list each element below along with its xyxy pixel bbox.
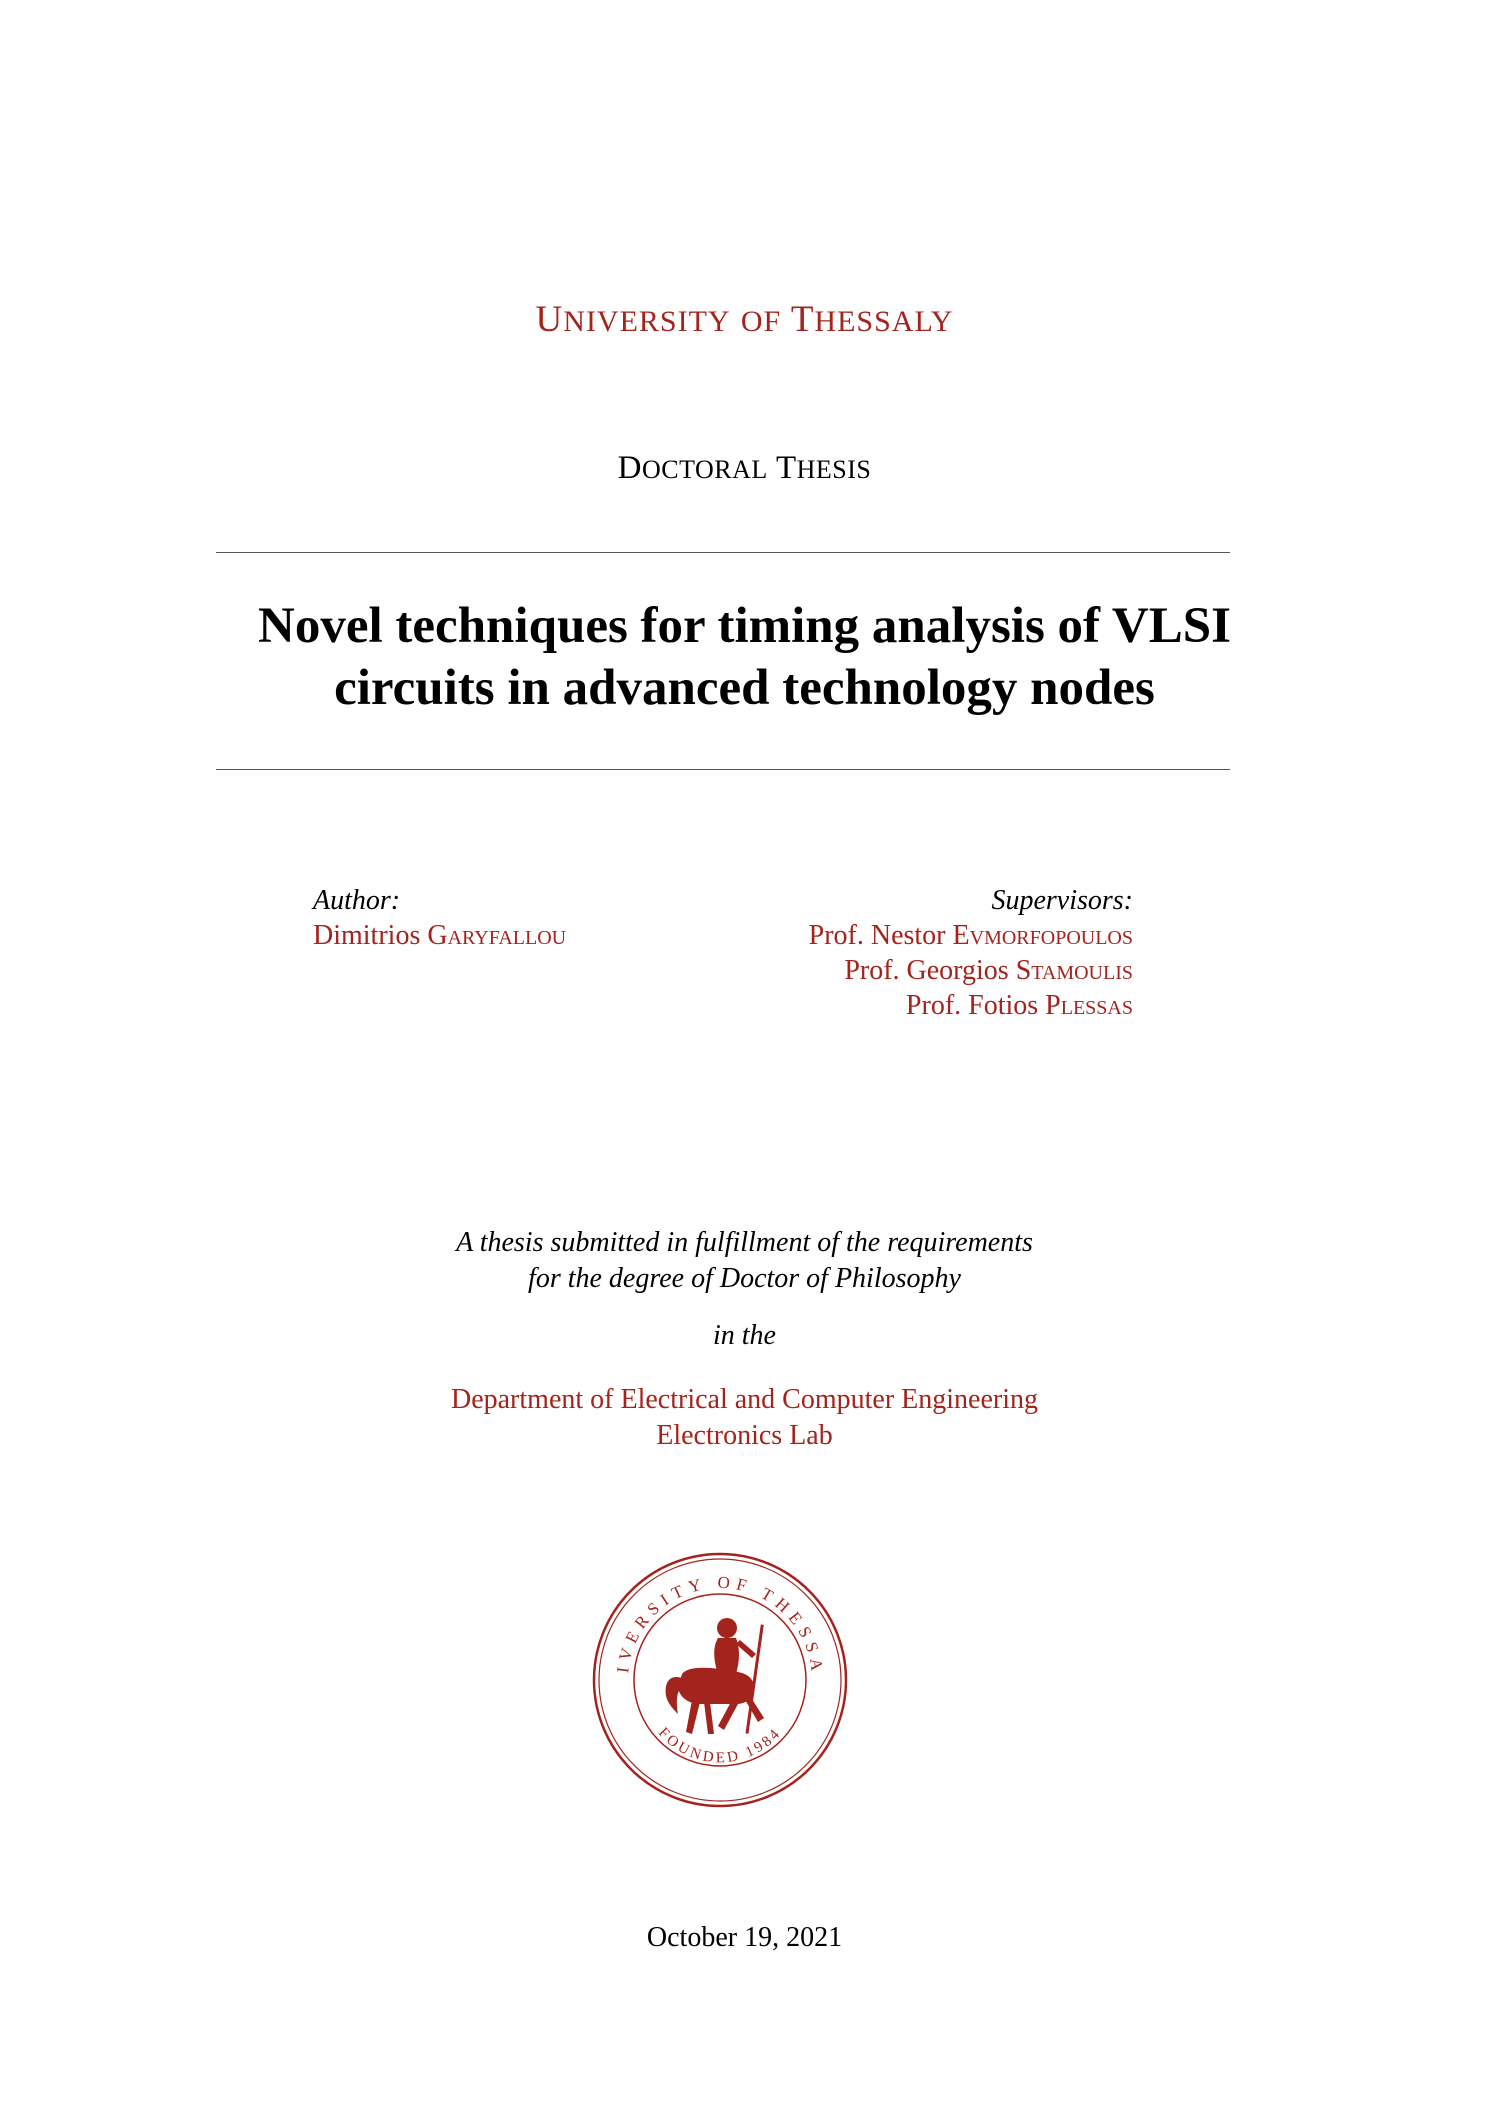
author-name: Dimitrios Garyfallou — [313, 920, 567, 951]
seal-icon — [590, 1550, 850, 1810]
lab-name: Electronics Lab — [656, 1420, 833, 1451]
top-rule — [216, 552, 1230, 553]
supervisor-1: Prof. Nestor Evmorfopoulos — [808, 920, 1133, 951]
seal-top-text: IVERSITY OF THESSA — [613, 1572, 828, 1678]
department — [0, 1382, 1489, 1454]
bottom-rule — [216, 769, 1230, 770]
submission-statement: A thesis submitted in fulfillment of the requirements for the degree of Doctor of Philosophy — [456, 1227, 1033, 1294]
thesis-type: DOCTORAL THESIS — [617, 450, 872, 486]
supervisor-2: Prof. Georgios Stamoulis — [844, 955, 1133, 986]
supervisors-block — [809, 883, 1133, 1023]
department-name: Department of Electrical and Computer Engineering — [450, 1384, 1038, 1415]
thesis-title — [0, 595, 1489, 719]
university-name: UNIVERSITY OF THESSALY — [535, 299, 954, 340]
author-block — [313, 883, 566, 953]
seal-bottom-text: FOUNDED 1984 — [655, 1724, 785, 1767]
title-line-1: Novel techniques for timing analysis of VLSI — [258, 598, 1231, 654]
university-seal — [590, 1550, 850, 1810]
svg-text:UNIVERSITY OF THESSALY — [590, 1550, 827, 1678]
supervisors-label: Supervisors: — [991, 885, 1133, 916]
title-line-2: circuits in advanced technology nodes — [334, 660, 1155, 716]
in-the-text: in the — [713, 1320, 776, 1351]
author-label: Author: — [313, 885, 401, 916]
centaur-icon — [666, 1618, 764, 1734]
svg-text:FOUNDED 1984 — [655, 1725, 785, 1767]
supervisor-3: Prof. Fotios Plessas — [905, 990, 1133, 1021]
submission-date: October 19, 2021 — [646, 1922, 843, 1953]
